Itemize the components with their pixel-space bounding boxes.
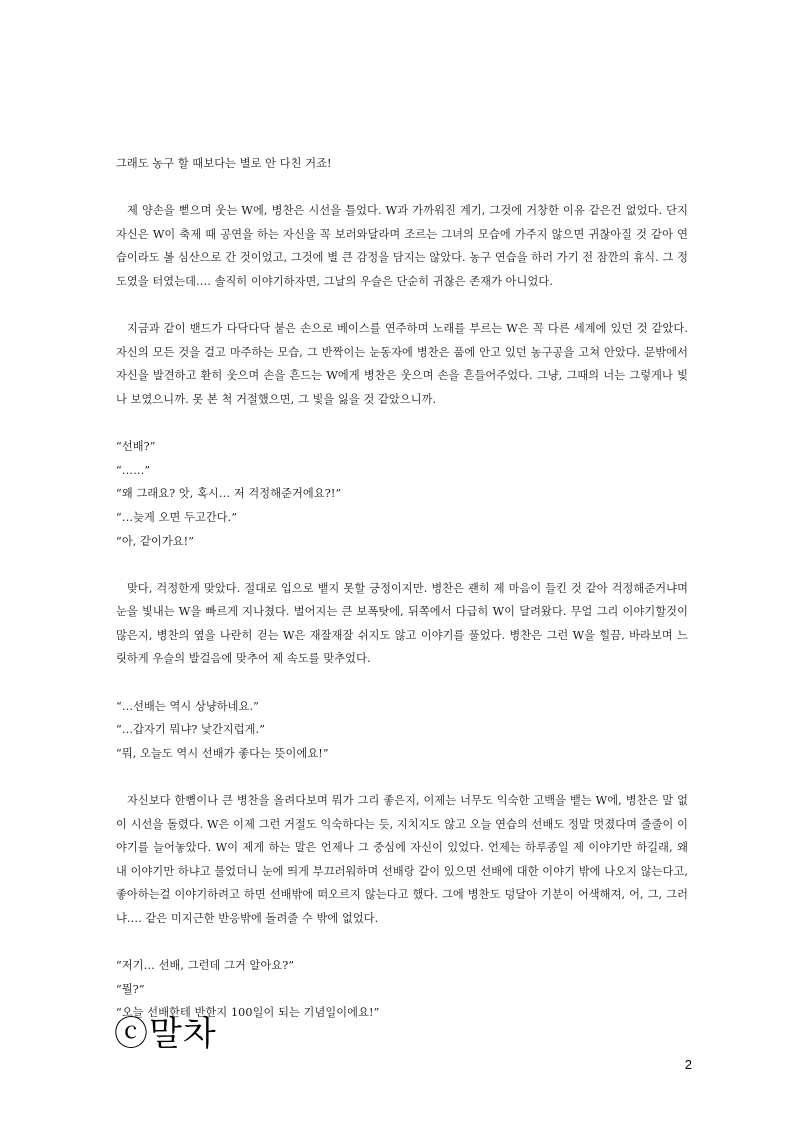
dialogue-line: “오늘 선배한테 반한지 100일이 되는 기념일이에요!” [116, 1006, 380, 1020]
dialogue-line: “…갑자기 뭐냐? 낯간지럽게.” [116, 723, 266, 737]
copyright-watermark: ⓒ말차 [114, 1014, 217, 1054]
paragraph: 맞다, 걱정한게 맞았다. 절대로 입으로 뱉지 못할 긍정이지만. 병찬은 괜히 제 마음이 들킨 것 같아 걱정해준거냐며 눈을 빛내는 W을 빠르게 지나쳤다. 벌어지는 큰 보폭탓에, 뒤쪽에서 다급히 W이 달려왔다. 무얼 그리 이야기할것이 많은지, 병찬의 옆을 나란히 걷는 W은 재잘재잘 쉬지도 않고 이야기를 풀었다. 병찬은 그런 W을 힐끔, 바라보며 느릿하게 우슬의 발걸음에 맞추어 제 속도를 맞추었다. [116, 581, 688, 666]
dialogue-line: “……” [116, 463, 151, 477]
dialogue-line: “…늦게 오면 두고간다.” [116, 510, 238, 524]
paragraph-gap [116, 176, 688, 200]
paragraph: 자신보다 한뼘이나 큰 병찬을 올려다보며 뭐가 그리 좋은지, 이제는 너무도 익숙한 고백을 뱉는 W에, 병찬은 말 없이 시선을 돌렸다. W은 이제 그런 거절도 익숙하다는 듯, 지치지도 않고 오늘 연습의 선배도 정말 멋졌다며 줄줄이 이야기를 늘어놓았다. W이 제게 하는 말은 언제나 그 중심에 자신이 있었다. 언제는 하루종일 제 이야기만 하길래, 왜 내 이야기만 하냐고 물었더니 눈에 띄게 부끄러워하며 선배랑 같이 있으면 선배에 대한 이야기 밖에 나오지 않는다고, 좋아하는걸 이야기하려고 하면 선배밖에 떠오르지 않는다고 했다. 그에 병찬도 덩달아 기분이 어색해져, 어, 그, 그러냐…. 같은 미지근한 반응밖에 돌려줄 수 밖에 없었다. [116, 794, 688, 925]
dialogue-line: “뭘?” [116, 982, 145, 996]
paragraph-gap [116, 931, 688, 955]
paragraph-gap [116, 765, 688, 789]
body-text [116, 152, 688, 1025]
paragraph: 제 양손을 뻗으며 웃는 W에, 병찬은 시선을 틀었다. W과 가까워진 계기, 그것에 거창한 이유 같은건 없었다. 단지 자신은 W이 축제 때 공연을 하는 자신을 꼭 보러와달라며 조르는 그녀의 모습에 가주지 않으면 귀찮아질 것 같아 연습이라도 볼 심산으로 간 것이었고, 그것에 별 큰 감정을 담지는 않았다. 농구 연습을 하러 가기 전 잠깐의 휴식. 그 정도였을 터였는데…. 솔직히 이야기하자면, 그날의 우슬은 단순히 귀찮은 존재가 아니었다. [116, 204, 688, 288]
dialogue-line: “왜 그래요? 앗, 혹시… 저 걱정해준거에요?!” [116, 487, 342, 501]
paragraph-gap [116, 553, 688, 577]
paragraph: 지금과 같이 밴드가 다닥다닥 붙은 손으로 베이스를 연주하며 노래를 부르는 W은 꼭 다른 세계에 있던 것 같았다. 자신의 모든 것을 걸고 마주하는 모습, 그 반짝이는 눈동자에 병찬은 품에 안고 있던 농구공을 고쳐 안았다. 문밖에서 자신을 발견하고 환히 웃으며 손을 흔드는 W에게 병찬은 웃으며 손을 흔들어주었다. 그냥, 그때의 너는 그렇게나 빛나 보였으니까. 못 본 척 거절했으면, 그 빛을 잃을 것 같았으니까. [116, 322, 688, 406]
paragraph-gap [116, 294, 688, 318]
dialogue-line: “뭐, 오늘도 역시 선배가 좋다는 뜻이에요!” [116, 746, 329, 760]
dialogue-line: “아, 같이가요!” [116, 534, 195, 548]
paragraph: 그래도 농구 할 때보다는 별로 안 다친 거죠! [116, 157, 332, 170]
paragraph-gap [116, 671, 688, 695]
paragraph-gap [116, 412, 688, 436]
dialogue-line: “저기… 선배, 그런데 그거 알아요?” [116, 959, 295, 973]
dialogue-line: “선배?” [116, 440, 156, 454]
dialogue-line: “…선배는 역시 상냥하네요.” [116, 699, 259, 713]
page-number: 2 [684, 1057, 692, 1072]
